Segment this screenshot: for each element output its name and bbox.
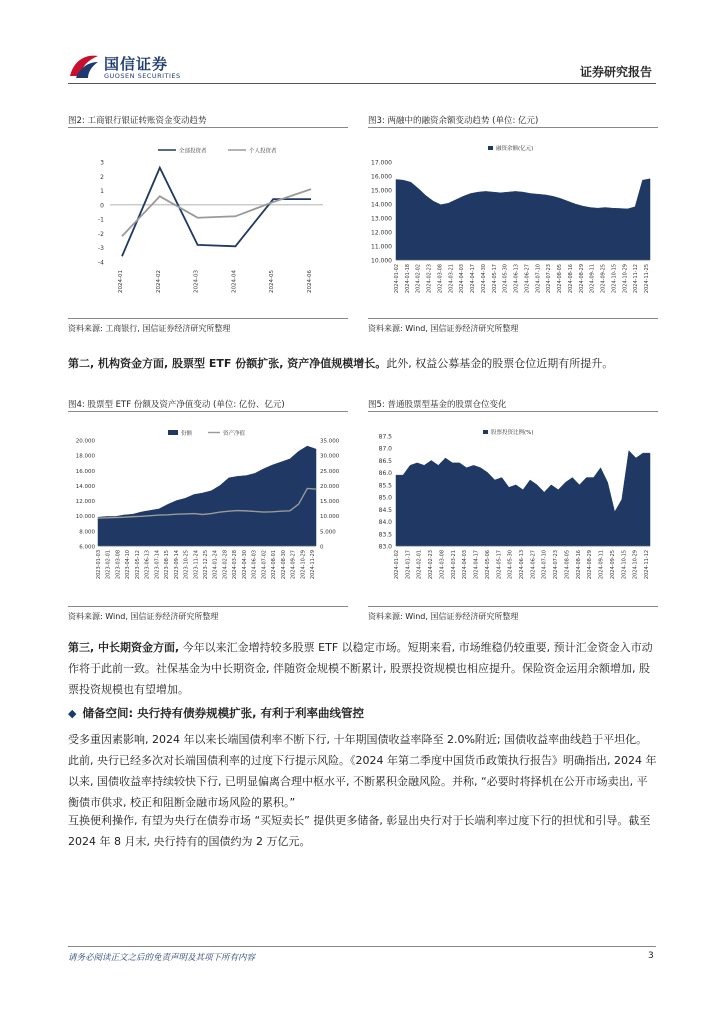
x-tick-label: 2024-11-12 bbox=[644, 550, 650, 580]
x-tick-label: 2024-07-02 bbox=[261, 550, 268, 580]
paragraph-institutional-bold: 第二, 机构资金方面, 股票型 ETF 份额扩张, 资产净值规模增长。 bbox=[68, 357, 387, 370]
legend-swatch bbox=[488, 146, 493, 150]
x-tick-label: 2024-02-28 bbox=[222, 550, 229, 580]
x-tick-label: 2024-05-06 bbox=[484, 550, 491, 580]
figure-4-source: 资料来源: Wind, 国信证券经济研究所整理 bbox=[68, 612, 219, 621]
x-tick-label: 2024-10-29 bbox=[632, 550, 639, 580]
x-tick-label: 2023-01-03 bbox=[96, 550, 102, 580]
figure-3-rule bbox=[368, 127, 658, 128]
y-tick-label: -1 bbox=[98, 216, 104, 224]
x-tick-label: 2024-11-25 bbox=[644, 264, 650, 294]
footer-rule bbox=[68, 946, 656, 947]
x-tick-label: 2024-01 bbox=[118, 270, 124, 293]
report-label: 证券研究报告 bbox=[580, 65, 653, 79]
figure-5-source: 资料来源: Wind, 国信证券经济研究所整理 bbox=[368, 612, 519, 621]
x-tick-label: 2024-03 bbox=[193, 270, 200, 293]
x-tick-label: 2023-02-01 bbox=[105, 550, 112, 580]
x-tick-label: 2024-09-11 bbox=[598, 550, 605, 580]
x-tick-label: 2023-08-15 bbox=[164, 550, 171, 580]
figure-3-chart bbox=[368, 132, 658, 312]
x-tick-label: 2024-01-02 bbox=[394, 550, 400, 580]
y-tick-label: 17.000 bbox=[371, 159, 392, 167]
legend-label: 份额 bbox=[181, 431, 193, 437]
section-heading bbox=[68, 705, 364, 721]
y-right-tick-label: 10.000 bbox=[320, 514, 340, 521]
figure-2-chart bbox=[68, 132, 348, 312]
x-tick-label: 2024-05-17 bbox=[491, 264, 498, 294]
y-tick-label: 86.5 bbox=[378, 457, 392, 465]
legend-label: 融资余额(亿元) bbox=[496, 146, 534, 152]
y-tick-label: 85.0 bbox=[378, 494, 392, 502]
diamond-bullet-icon: ◆ bbox=[68, 707, 77, 720]
x-tick-label: 2024-06 bbox=[307, 270, 313, 293]
x-tick-label: 2024-09-27 bbox=[290, 550, 297, 580]
figure-2-rule bbox=[68, 127, 348, 128]
y-tick-label: 1 bbox=[100, 188, 104, 196]
y-left-tick-label: 14.000 bbox=[75, 483, 95, 490]
y-right-tick-label: 20.000 bbox=[320, 483, 340, 490]
x-tick-label: 2024-08-05 bbox=[564, 550, 571, 580]
x-tick-label: 2024-04-03 bbox=[459, 264, 466, 294]
y-tick-label: 2 bbox=[100, 173, 104, 181]
x-tick-label: 2024-06-27 bbox=[530, 550, 537, 580]
x-tick-label: 2024-10-29 bbox=[622, 264, 629, 294]
series-line-1 bbox=[122, 168, 311, 257]
area-series bbox=[396, 179, 650, 260]
y-left-tick-label: 20.000 bbox=[75, 438, 95, 445]
x-tick-label: 2024-05-17 bbox=[496, 550, 503, 580]
x-tick-label: 2024-09-25 bbox=[600, 264, 607, 294]
y-tick-label: 13.000 bbox=[371, 215, 392, 223]
y-tick-label: 84.5 bbox=[378, 506, 392, 514]
y-tick-label: -4 bbox=[98, 259, 104, 267]
legend-label: 全部投资者 bbox=[179, 148, 207, 155]
paragraph-long-term-funds bbox=[68, 637, 658, 700]
legend-swatch bbox=[168, 430, 178, 435]
series-line-2 bbox=[122, 189, 311, 236]
x-tick-label: 2023-03-08 bbox=[115, 550, 122, 580]
y-tick-label: 16.000 bbox=[371, 173, 392, 181]
x-tick-label: 2024-10-15 bbox=[621, 550, 628, 580]
x-tick-label: 2024-02 bbox=[155, 270, 162, 293]
y-right-tick-label: 0 bbox=[320, 544, 324, 551]
x-tick-label: 2024-01-17 bbox=[405, 550, 412, 580]
footer-disclaimer: 请务必阅读正文之后的免责声明及其项下所有内容 bbox=[68, 953, 256, 963]
y-right-tick-label: 35.000 bbox=[320, 438, 340, 445]
x-tick-label: 2024-05-30 bbox=[502, 264, 509, 294]
x-tick-label: 2024-04-03 bbox=[462, 550, 469, 580]
figure-3-source: 资料来源: Wind, 国信证券经济研究所整理 bbox=[368, 324, 519, 333]
x-tick-label: 2024-04-30 bbox=[480, 264, 487, 294]
figure-3-title: 图3: 两融中的融资余额变动趋势 (单位: 亿元) bbox=[368, 116, 539, 126]
x-tick-label: 2024-07-23 bbox=[553, 550, 560, 580]
x-tick-label: 2024-06-13 bbox=[513, 264, 520, 294]
figure-5-rule bbox=[368, 411, 658, 412]
x-tick-label: 2024-01-02 bbox=[394, 264, 400, 294]
figure-5-chart bbox=[368, 416, 658, 602]
y-tick-label: 0 bbox=[100, 202, 104, 210]
paragraph-institutional bbox=[68, 353, 658, 374]
area-series-shares bbox=[98, 446, 316, 546]
x-tick-label: 2024-05-30 bbox=[507, 550, 514, 580]
legend-label: 资产净值 bbox=[223, 431, 246, 437]
x-tick-label: 2024-02-02 bbox=[415, 264, 422, 294]
x-tick-label: 2024-08-01 bbox=[271, 550, 278, 580]
x-tick-label: 2024-02-23 bbox=[428, 550, 435, 580]
guosen-logo-mark bbox=[68, 52, 100, 80]
y-tick-label: 87.0 bbox=[378, 445, 392, 453]
x-tick-label: 2024-02-01 bbox=[416, 550, 423, 580]
x-tick-label: 2024-11-29 bbox=[310, 550, 316, 580]
x-tick-label: 2024-03-08 bbox=[439, 550, 446, 580]
x-tick-label: 2023-09-14 bbox=[173, 550, 180, 580]
x-tick-label: 2024-08-30 bbox=[280, 550, 287, 580]
y-tick-label: 86.0 bbox=[378, 470, 392, 478]
figure-4-title: 图4: 股票型 ETF 份额及资产净值变动 (单位: 亿份、亿元) bbox=[68, 400, 285, 410]
figure-2-source-rule bbox=[68, 318, 348, 319]
x-tick-label: 2023-10-25 bbox=[183, 550, 190, 580]
x-tick-label: 2024-03-21 bbox=[450, 550, 457, 580]
paragraph-institutional-rest: 此外, 权益公募基金的股票仓位近期有所提升。 bbox=[386, 357, 614, 370]
header-rule bbox=[68, 83, 656, 84]
y-left-tick-label: 8.000 bbox=[79, 529, 95, 536]
figure-3-source-rule bbox=[368, 318, 658, 319]
y-tick-label: 14.000 bbox=[371, 201, 392, 209]
x-tick-label: 2024-08-16 bbox=[575, 550, 582, 580]
x-tick-label: 2024-03-21 bbox=[448, 264, 455, 294]
paragraph-long-term-funds-body: 今年以来汇金增持较多股票 ETF 以稳定市场。短期来看, 市场维稳仍较重要, 预计汇金资金入市动作将于此前一致。社保基金为中长期资金, 伴随资金规模不断累计, 股票投资规模也相应提升。保险资金运用余额增加, 股票投资规模也有望增加。 bbox=[68, 641, 653, 696]
paragraph-bond-yield: 受多重因素影响, 2024 年以来长端国债利率不断下行, 十年期国债收益率降至 2.0%附近; 国债收益率曲线趋于平坦化。此前, 央行已经多次对长端国债利率的过度下行提示风险。《2024 年第二季度中国货币政策执行报告》明确指出, 2024 年以来, 国债收益率持续较快下行, 已明显偏离合理中枢水平, 不断累积金融风险。并称, “必要时将择机在公开市场卖出, 平衡债市供求, 校正和阻断金融市场风险的累积。” bbox=[68, 733, 657, 809]
x-tick-label: 2024-07-10 bbox=[535, 264, 542, 294]
area-series bbox=[396, 451, 650, 546]
y-tick-label: 11.000 bbox=[371, 243, 392, 251]
figure-4-chart bbox=[68, 416, 350, 602]
x-tick-label: 2024-06-27 bbox=[524, 264, 531, 294]
x-tick-label: 2024-09-11 bbox=[589, 264, 596, 294]
y-left-tick-label: 6.000 bbox=[79, 544, 95, 551]
figure-4-source-rule bbox=[68, 606, 348, 607]
figure-5-title: 图5: 普通股票型基金的股票仓位变化 bbox=[368, 400, 507, 410]
y-tick-label: 12.000 bbox=[371, 229, 392, 237]
x-tick-label: 2024-04-17 bbox=[473, 550, 480, 580]
x-tick-label: 2024-02-23 bbox=[426, 264, 433, 294]
logo-english: GUOSEN SECURITIES bbox=[104, 72, 181, 80]
x-tick-label: 2024-08-05 bbox=[557, 264, 564, 294]
legend-label: 股票投资比例(%) bbox=[491, 430, 534, 436]
y-tick-label: -3 bbox=[98, 245, 104, 253]
y-right-tick-label: 25.000 bbox=[320, 468, 340, 475]
y-left-tick-label: 12.000 bbox=[75, 499, 95, 506]
x-tick-label: 2023-05-12 bbox=[134, 550, 141, 580]
y-left-tick-label: 18.000 bbox=[75, 453, 95, 460]
section-heading-text: 储备空间: 央行持有债券规模扩张, 有利于利率曲线管控 bbox=[82, 706, 364, 720]
x-tick-label: 2023-11-24 bbox=[193, 550, 200, 580]
x-tick-label: 2024-07-23 bbox=[546, 264, 553, 294]
y-tick-label: 15.000 bbox=[371, 187, 392, 195]
y-right-tick-label: 15.000 bbox=[320, 499, 340, 506]
paragraph-long-term-funds-bold: 第三, 中长期资金方面, bbox=[68, 641, 180, 654]
legend-swatch bbox=[483, 430, 488, 434]
logo-name: 国信证券 bbox=[104, 55, 169, 73]
y-tick-label: 10.000 bbox=[371, 257, 392, 265]
page-number: 3 bbox=[648, 951, 654, 961]
paragraph-swap-facility: 互换便利操作, 有望为央行在债券市场 “买短卖长” 提供更多储备, 彰显出央行对于长端利率过度下行的担忧和引导。截至 2024 年 8 月末, 央行持有的国债约为 2 万亿元。 bbox=[68, 814, 651, 848]
legend-label: 个人投资者 bbox=[249, 148, 277, 155]
x-tick-label: 2024-01-24 bbox=[212, 550, 219, 580]
x-tick-label: 2024-03-28 bbox=[232, 550, 239, 580]
y-tick-label: 83.5 bbox=[378, 531, 392, 539]
y-tick-label: 83.0 bbox=[378, 543, 392, 551]
x-tick-label: 2023-04-10 bbox=[125, 550, 132, 580]
x-tick-label: 2024-03-08 bbox=[437, 264, 444, 294]
x-tick-label: 2023-06-13 bbox=[144, 550, 151, 580]
figure-2-source: 资料来源: 工商银行, 国信证券经济研究所整理 bbox=[68, 324, 231, 333]
x-tick-label: 2024-08-29 bbox=[587, 550, 594, 580]
y-left-tick-label: 10.000 bbox=[75, 514, 95, 521]
x-tick-label: 2024-10-15 bbox=[611, 264, 618, 294]
x-tick-label: 2024-04-17 bbox=[470, 264, 477, 294]
y-right-tick-label: 30.000 bbox=[320, 453, 340, 460]
figure-4-rule bbox=[68, 411, 348, 412]
y-tick-label: 85.5 bbox=[378, 482, 392, 490]
figure-2-title: 图2: 工商银行银证转账资金变动趋势 bbox=[68, 116, 207, 126]
x-tick-label: 2024-08-16 bbox=[567, 264, 574, 294]
x-tick-label: 2024-07-10 bbox=[541, 550, 548, 580]
x-tick-label: 2024-06-13 bbox=[519, 550, 525, 580]
y-left-tick-label: 16.000 bbox=[75, 468, 95, 475]
x-tick-label: 2024-05 bbox=[269, 270, 276, 293]
x-tick-label: 2024-10-29 bbox=[300, 550, 307, 580]
x-tick-label: 2024-04-30 bbox=[241, 550, 248, 580]
y-tick-label: 84.0 bbox=[378, 519, 392, 527]
y-right-tick-label: 5.000 bbox=[320, 529, 336, 536]
figure-5-source-rule bbox=[368, 606, 658, 607]
x-tick-label: 2024-04 bbox=[231, 270, 238, 293]
y-tick-label: 87.5 bbox=[378, 433, 392, 441]
x-tick-label: 2024-09-25 bbox=[609, 550, 616, 580]
x-tick-label: 2024-08-29 bbox=[578, 264, 585, 294]
x-tick-label: 2024-06-03 bbox=[251, 550, 258, 580]
y-tick-label: -2 bbox=[98, 230, 104, 238]
x-tick-label: 2023-07-14 bbox=[154, 550, 161, 580]
x-tick-label: 2024-11-12 bbox=[633, 264, 640, 294]
y-tick-label: 3 bbox=[100, 159, 104, 167]
x-tick-label: 2023-12-25 bbox=[203, 550, 209, 580]
x-tick-label: 2024-01-18 bbox=[404, 264, 411, 294]
